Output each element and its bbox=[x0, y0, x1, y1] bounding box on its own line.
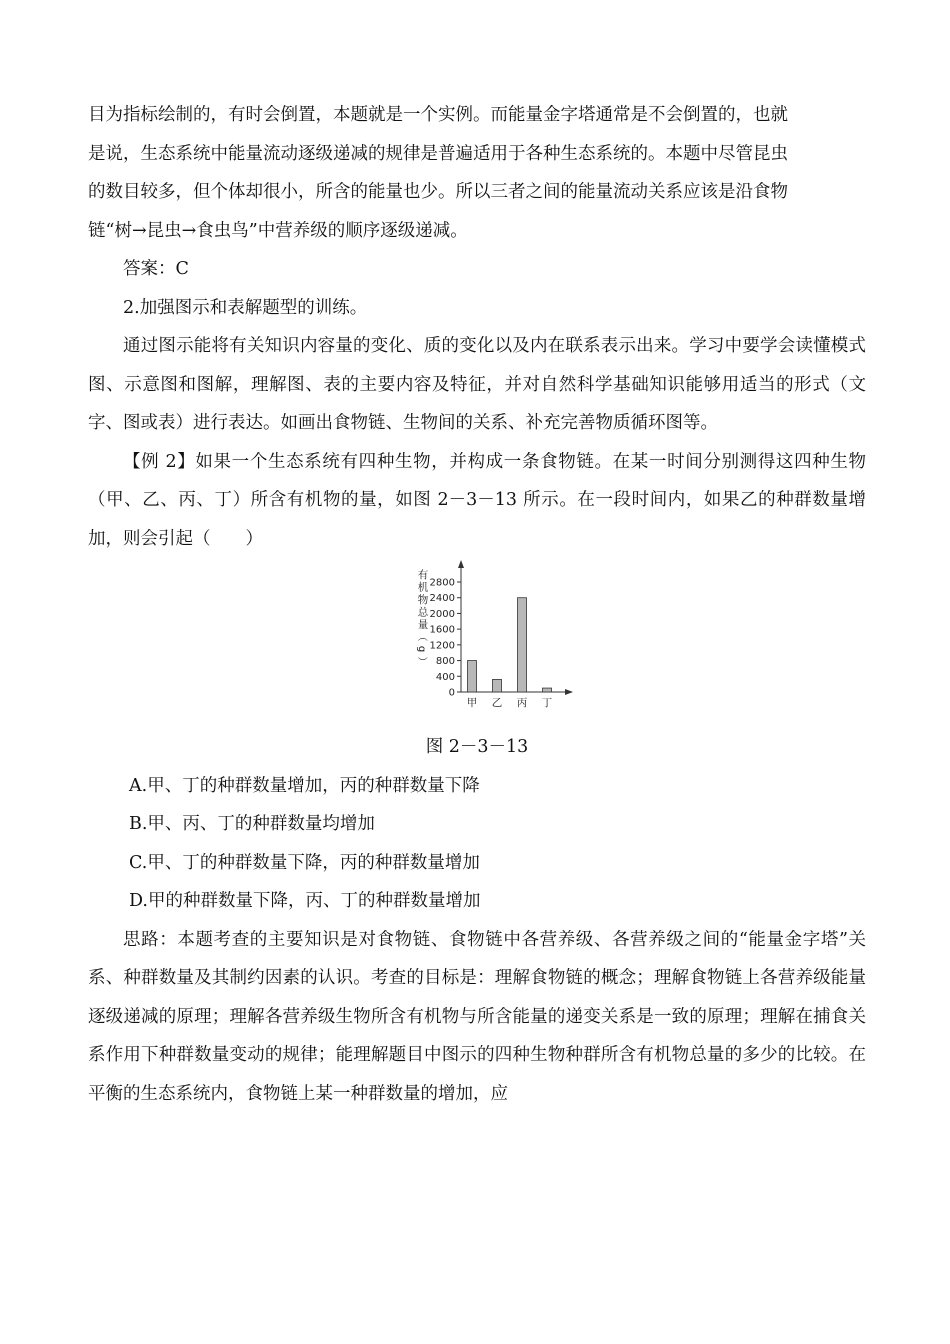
y-tick-label: 0 bbox=[448, 687, 455, 699]
bar-1 bbox=[468, 661, 477, 692]
y-tick-label: 2800 bbox=[429, 577, 455, 589]
intro-line-3: 的数目较多，但个体却很小，所含的能量也少。所以三者之间的能量流动关系应该是沿食物 bbox=[88, 182, 788, 202]
option-a: A.甲、丁的种群数量增加，丙的种群数量下降 bbox=[129, 775, 480, 796]
figure-caption: 图 2－3－13 bbox=[425, 737, 529, 757]
intro-line-4: 链“树→昆虫→食虫鸟”中营养级的顺序逐级递减。 bbox=[88, 220, 468, 241]
analysis-paragraph: 思路：本题考查的主要知识是对食物链、食物链中各营养级、各营养级之间的“能量金字塔”关系、种群数量及其制约因素的认识。考查的目标是：理解食物链的概念；理解食物链上各营养级能量逐级递减的原理；理解各营养级生物所含有机物与所含能量的递变关系是一致的原理；理解在捕食关系作用下种群数量变动的规律；能理解题目中图示的四种生物种群所含有机物总量的多少的比较。在平衡的生态系统内，食物链上某一种群数量的增加，应 bbox=[88, 929, 866, 1104]
bar-chart-figure bbox=[88, 558, 866, 728]
option-d: D.甲的种群数量下降，丙、丁的种群数量增加 bbox=[129, 891, 481, 911]
y-tick-label: 400 bbox=[435, 671, 455, 683]
bar-chart bbox=[88, 558, 866, 728]
bar-2 bbox=[493, 679, 502, 692]
intro-line-1: 目为指标绘制的，有时会倒置，本题就是一个实例。而能量金字塔通常是不会倒置的，也就 bbox=[88, 105, 788, 125]
y-tick-label: 2000 bbox=[429, 608, 455, 620]
y-tick-label: 800 bbox=[435, 656, 455, 668]
answer-line: 答案：C bbox=[123, 259, 189, 279]
y-axis-label-char: 物 bbox=[417, 594, 429, 606]
y-axis-label-char: 量 bbox=[417, 619, 429, 631]
y-axis-label-char: ） bbox=[416, 656, 427, 667]
y-tick-label: 1200 bbox=[429, 640, 455, 652]
bar-4 bbox=[543, 688, 552, 692]
example-paragraph: 【例 2】如果一个生态系统有四种生物，并构成一条食物链。在某一时间分别测得这四种生物（甲、乙、丙、丁）所含有机物的量，如图 2－3－13 所示。在一段时间内，如果乙的种群数量增加，则会引起（ ） bbox=[88, 451, 866, 549]
x-tick-label: 乙 bbox=[491, 697, 503, 709]
section-title: 2.加强图示和表解题型的训练。 bbox=[123, 297, 368, 318]
y-axis-label-char: 总 bbox=[417, 606, 429, 619]
x-tick-label: 丁 bbox=[541, 697, 553, 709]
y-axis-label-char: g bbox=[416, 645, 427, 653]
x-tick-label: 丙 bbox=[516, 697, 528, 709]
bar-3 bbox=[518, 598, 527, 692]
document-page bbox=[88, 96, 866, 1113]
y-axis-label-char: （ bbox=[416, 631, 427, 642]
y-tick-label: 2400 bbox=[429, 593, 455, 605]
y-tick-label: 1600 bbox=[429, 624, 455, 636]
section-paragraph: 通过图示能将有关知识内容量的变化、质的变化以及内在联系表示出来。学习中要学会读懂模式图、示意图和图解，理解图、表的主要内容及特征，并对自然科学基础知识能够用适当的形式（文字、图或表）进行表达。如画出食物链、生物间的关系、补充完善物质循环图等。 bbox=[88, 336, 866, 433]
y-axis-label-char: 有 bbox=[417, 569, 429, 581]
option-c: C.甲、丁的种群数量下降，丙的种群数量增加 bbox=[129, 852, 480, 873]
intro-line-2: 是说，生态系统中能量流动逐级递减的规律是普遍适用于各种生态系统的。本题中尽管昆虫 bbox=[88, 143, 788, 164]
y-axis-label-char: 机 bbox=[417, 581, 429, 594]
x-tick-label: 甲 bbox=[466, 697, 478, 709]
y-axis-arrow bbox=[458, 560, 464, 568]
option-b: B.甲、丙、丁的种群数量均增加 bbox=[129, 814, 375, 834]
x-axis-arrow bbox=[565, 689, 573, 695]
